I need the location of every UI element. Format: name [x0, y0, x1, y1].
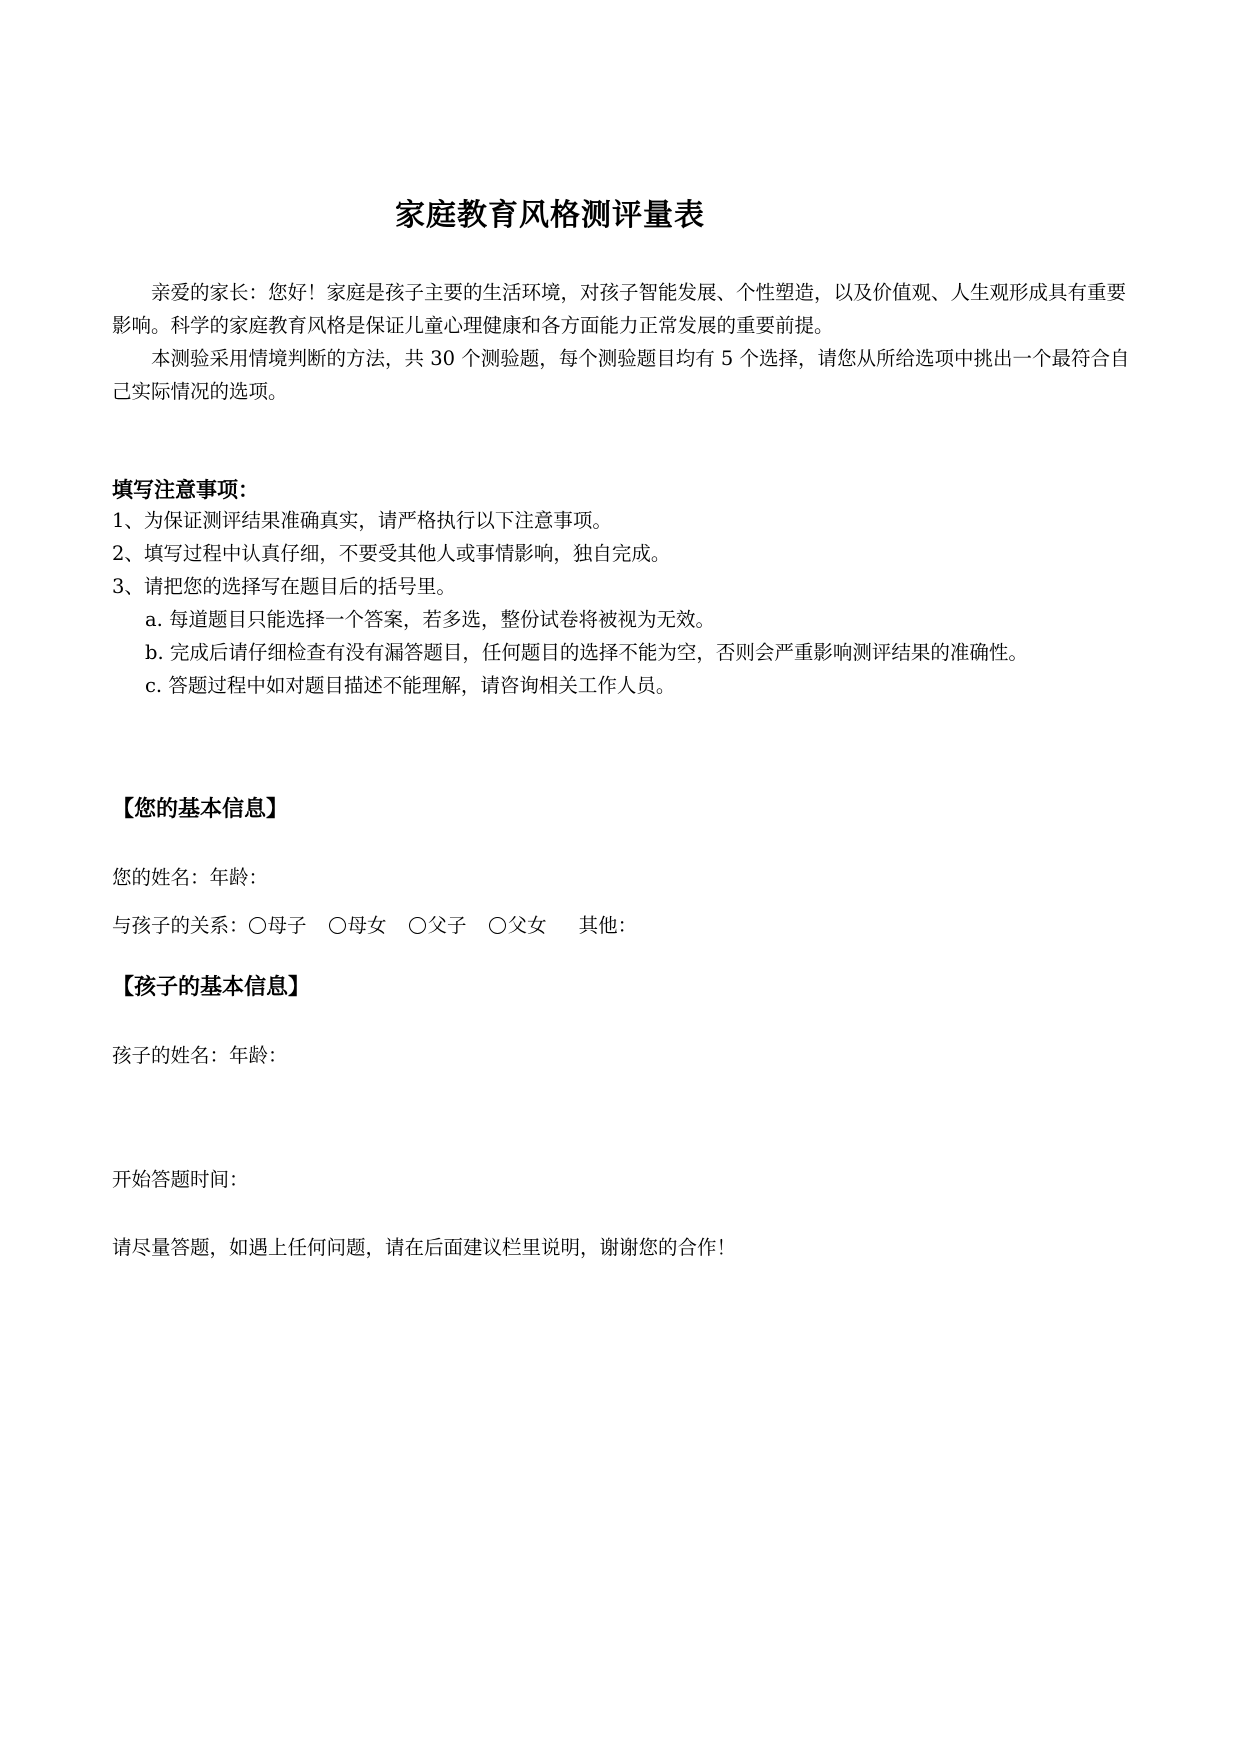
child-info-heading: 【孩子的基本信息】 — [112, 975, 311, 1000]
notice-item-3: 3、请把您的选择写在题目后的括号里。 — [112, 575, 456, 598]
notice-item-1: 1、为保证测评结果准确真实，请严格执行以下注意事项。 — [112, 509, 612, 532]
relation-option-label: 母女 — [347, 914, 387, 937]
relation-row — [112, 910, 637, 938]
radio-circle-icon — [489, 917, 506, 934]
relation-option-father-son[interactable] — [409, 910, 467, 938]
radio-circle-icon — [249, 917, 266, 934]
relation-option-label: 父子 — [427, 914, 467, 937]
start-time-field[interactable]: 开始答题时间： — [112, 1168, 249, 1191]
intro-paragraph-2: 本测验采用情境判断的方法，共 30 个测验题，每个测验题目均有 5 个选择，请您从所给选项中挑出一个最符合自己实际情况的选项。 — [112, 347, 1130, 403]
radio-circle-icon — [409, 917, 426, 934]
child-name-age-field[interactable]: 孩子的姓名：年龄： — [112, 1044, 288, 1067]
closing-note: 请尽量答题，如遇上任何问题，请在后面建议栏里说明，谢谢您的合作！ — [112, 1236, 737, 1259]
relation-option-mother-son[interactable] — [249, 910, 307, 938]
notice-sub-item-a: a. 每道题目只能选择一个答案，若多选，整份试卷将被视为无效。 — [145, 608, 716, 631]
relation-option-label: 母子 — [267, 914, 307, 937]
intro-text — [112, 276, 1142, 408]
parent-info-heading: 【您的基本信息】 — [112, 797, 289, 822]
page-title: 家庭教育风格测评量表 — [395, 198, 705, 233]
notice-sub-item-b: b. 完成后请仔细检查有没有漏答题目，任何题目的选择不能为空，否则会严重影响测评结果的准确性。 — [145, 641, 1028, 664]
radio-circle-icon — [329, 917, 346, 934]
relation-other-field[interactable]: 其他： — [578, 914, 638, 937]
notice-list — [112, 504, 1142, 702]
relation-label: 与孩子的关系： — [112, 914, 249, 937]
intro-paragraph-1: 亲爱的家长：您好！家庭是孩子主要的生活环境，对孩子智能发展、个性塑造，以及价值观、人生观形成具有重要影响。科学的家庭教育风格是保证儿童心理健康和各方面能力正常发展的重要前提。 — [112, 281, 1127, 337]
relation-option-mother-daughter[interactable] — [329, 910, 387, 938]
notice-item-2: 2、填写过程中认真仔细，不要受其他人或事情影响，独自完成。 — [112, 542, 671, 565]
relation-option-father-daughter[interactable] — [489, 910, 547, 938]
parent-name-age-field[interactable]: 您的姓名：年龄： — [112, 866, 269, 889]
notice-heading: 填写注意事项： — [112, 478, 259, 502]
notice-sub-item-c: c. 答题过程中如对题目描述不能理解，请咨询相关工作人员。 — [145, 674, 676, 697]
relation-option-label: 父女 — [507, 914, 547, 937]
